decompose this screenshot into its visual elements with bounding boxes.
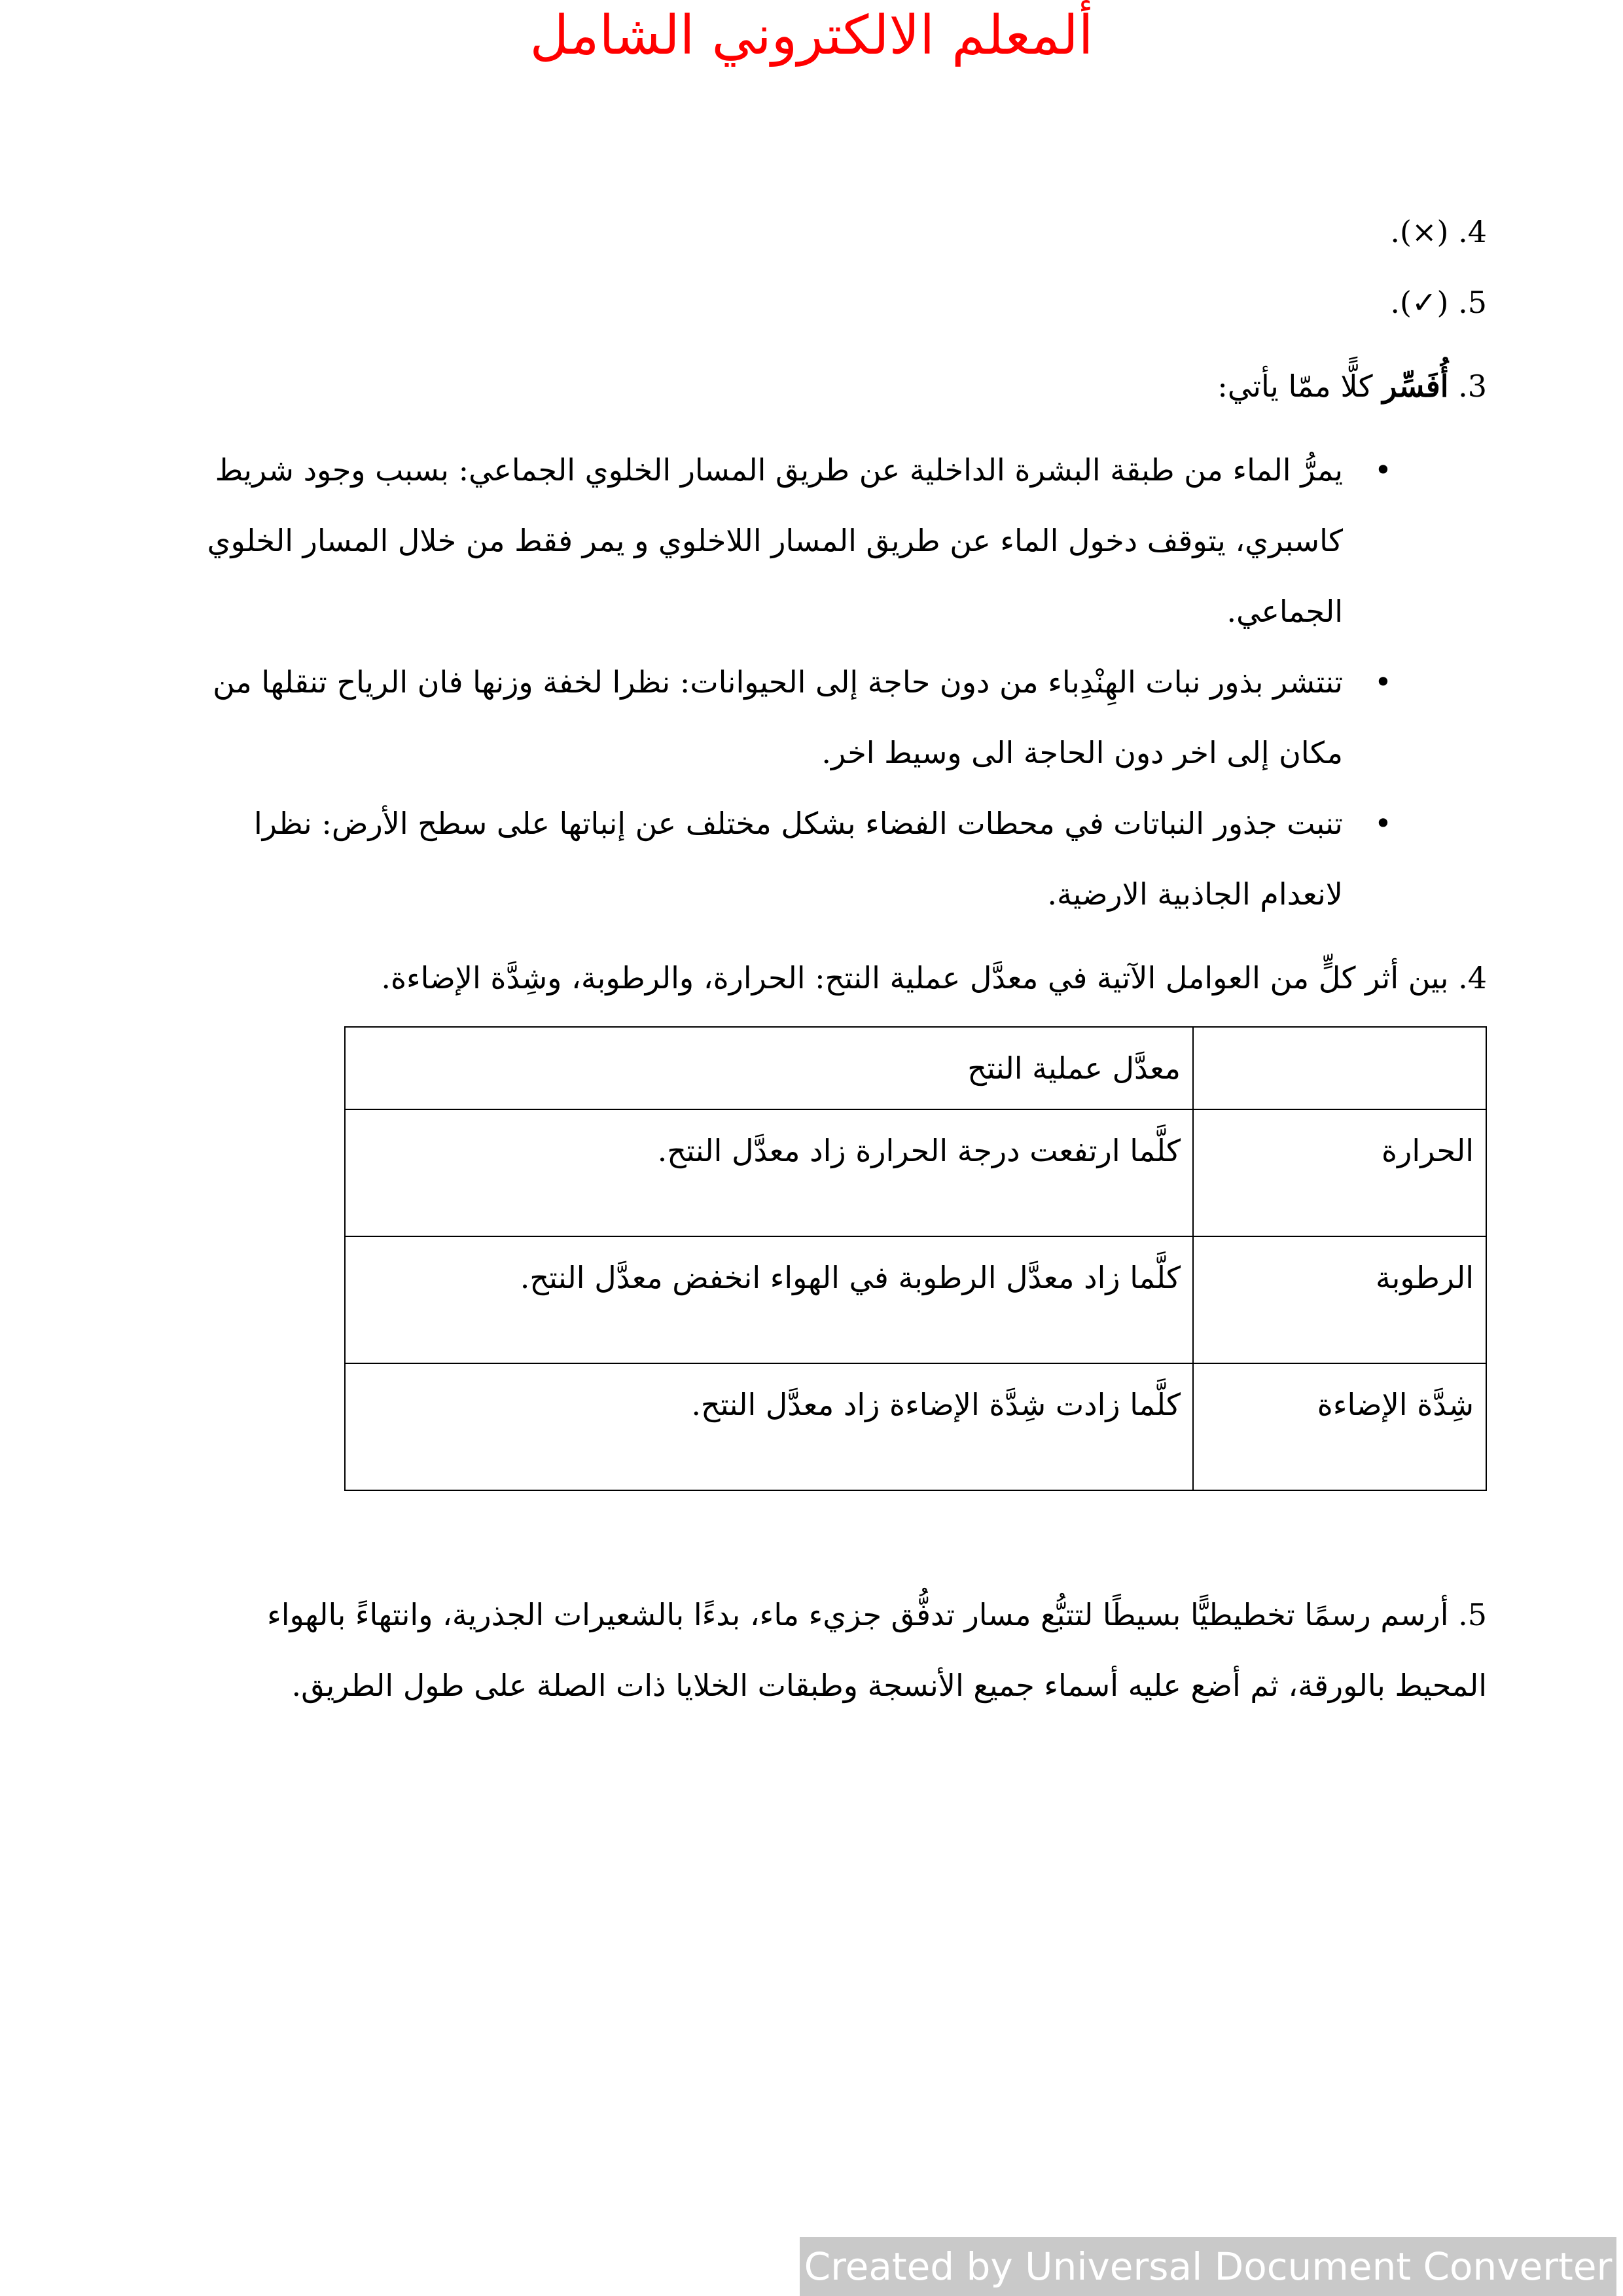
table-cell-factor: الحرارة bbox=[1193, 1109, 1486, 1236]
list-item bbox=[190, 435, 1392, 647]
table-cell-factor: شِدَّة الإضاءة bbox=[1193, 1363, 1486, 1490]
document-body bbox=[190, 196, 1487, 1721]
list-item-text: يمرُّ الماء من طبقة البشرة الداخلية عن طريق المسار الخلوي الجماعي: بسبب وجود شريط كاسبري، يتوقف دخول الماء عن طريق المسار اللاخلوي و يمر فقط من خلال المسار الخلوي الجماعي. bbox=[207, 452, 1343, 629]
list-item bbox=[190, 647, 1392, 788]
answer-q4: 4. (×). bbox=[1390, 214, 1487, 249]
question-5-text: 5. أرسم رسمًا تخطيطيًّا بسيطًا لتتبُّع مسار تدفُّق جزيء ماء، بدءًا بالشعيرات الجذرية، وانتهاءً بالهواء المحيط بالورقة، ثم أضع عليه أسماء جميع الأنسجة وطبقات الخلايا ذات الصلة على طول الطريق. bbox=[267, 1597, 1487, 1703]
question-3-number: 3. bbox=[1458, 368, 1487, 404]
table-row bbox=[345, 1236, 1486, 1363]
table-header-factor bbox=[1193, 1027, 1486, 1109]
table-cell-effect: كلَّما ارتفعت درجة الحرارة زاد معدَّل النتح. bbox=[345, 1109, 1193, 1236]
table-row bbox=[345, 1109, 1486, 1236]
bullet-icon: • bbox=[1374, 452, 1392, 488]
table-row bbox=[345, 1363, 1486, 1490]
list-item-text: تنبت جذور النباتات في محطات الفضاء بشكل مختلف عن إنباتها على سطح الأرض: نظرا لانعدام الجاذبية الارضية. bbox=[254, 806, 1343, 912]
question-3-list bbox=[190, 435, 1487, 929]
table-cell-effect: كلَّما زاد معدَّل الرطوبة في الهواء انخفض معدَّل النتح. bbox=[345, 1236, 1193, 1363]
question-4-label: 4. بين أثر كلٍّ من العوامل الآتية في معدَّل عملية النتح: الحرارة، والرطوبة، وشِدَّة الإضاءة. bbox=[381, 960, 1487, 996]
table-header-row bbox=[345, 1027, 1486, 1109]
question-3-label bbox=[190, 351, 1487, 422]
table-header-rate: معدَّل عملية النتح bbox=[345, 1027, 1193, 1109]
question-3-bold-word: أُفَسِّر bbox=[1382, 368, 1449, 404]
transpiration-table bbox=[344, 1026, 1487, 1491]
answer-q5: 5. (✓). bbox=[1390, 285, 1487, 320]
question-3-label-rest: كلًّا ممّا يأتي: bbox=[1217, 368, 1383, 404]
list-item-text: تنتشر بذور نبات الهِنْدِباء من دون حاجة إلى الحيوانات: نظرا لخفة وزنها فان الرياح تنقلها من مكان إلى اخر دون الحاجة الى وسيط اخر. bbox=[213, 664, 1343, 770]
table-cell-factor: الرطوبة bbox=[1193, 1236, 1486, 1363]
watermark: Created by Universal Document Converter bbox=[800, 2237, 1616, 2296]
table-cell-effect: كلَّما زادت شِدَّة الإضاءة زاد معدَّل النتح. bbox=[345, 1363, 1193, 1490]
page-title: ألمعلم الالكتروني الشامل bbox=[529, 5, 1094, 67]
list-item bbox=[190, 788, 1392, 929]
bullet-icon: • bbox=[1374, 806, 1392, 841]
bullet-icon: • bbox=[1374, 664, 1392, 700]
